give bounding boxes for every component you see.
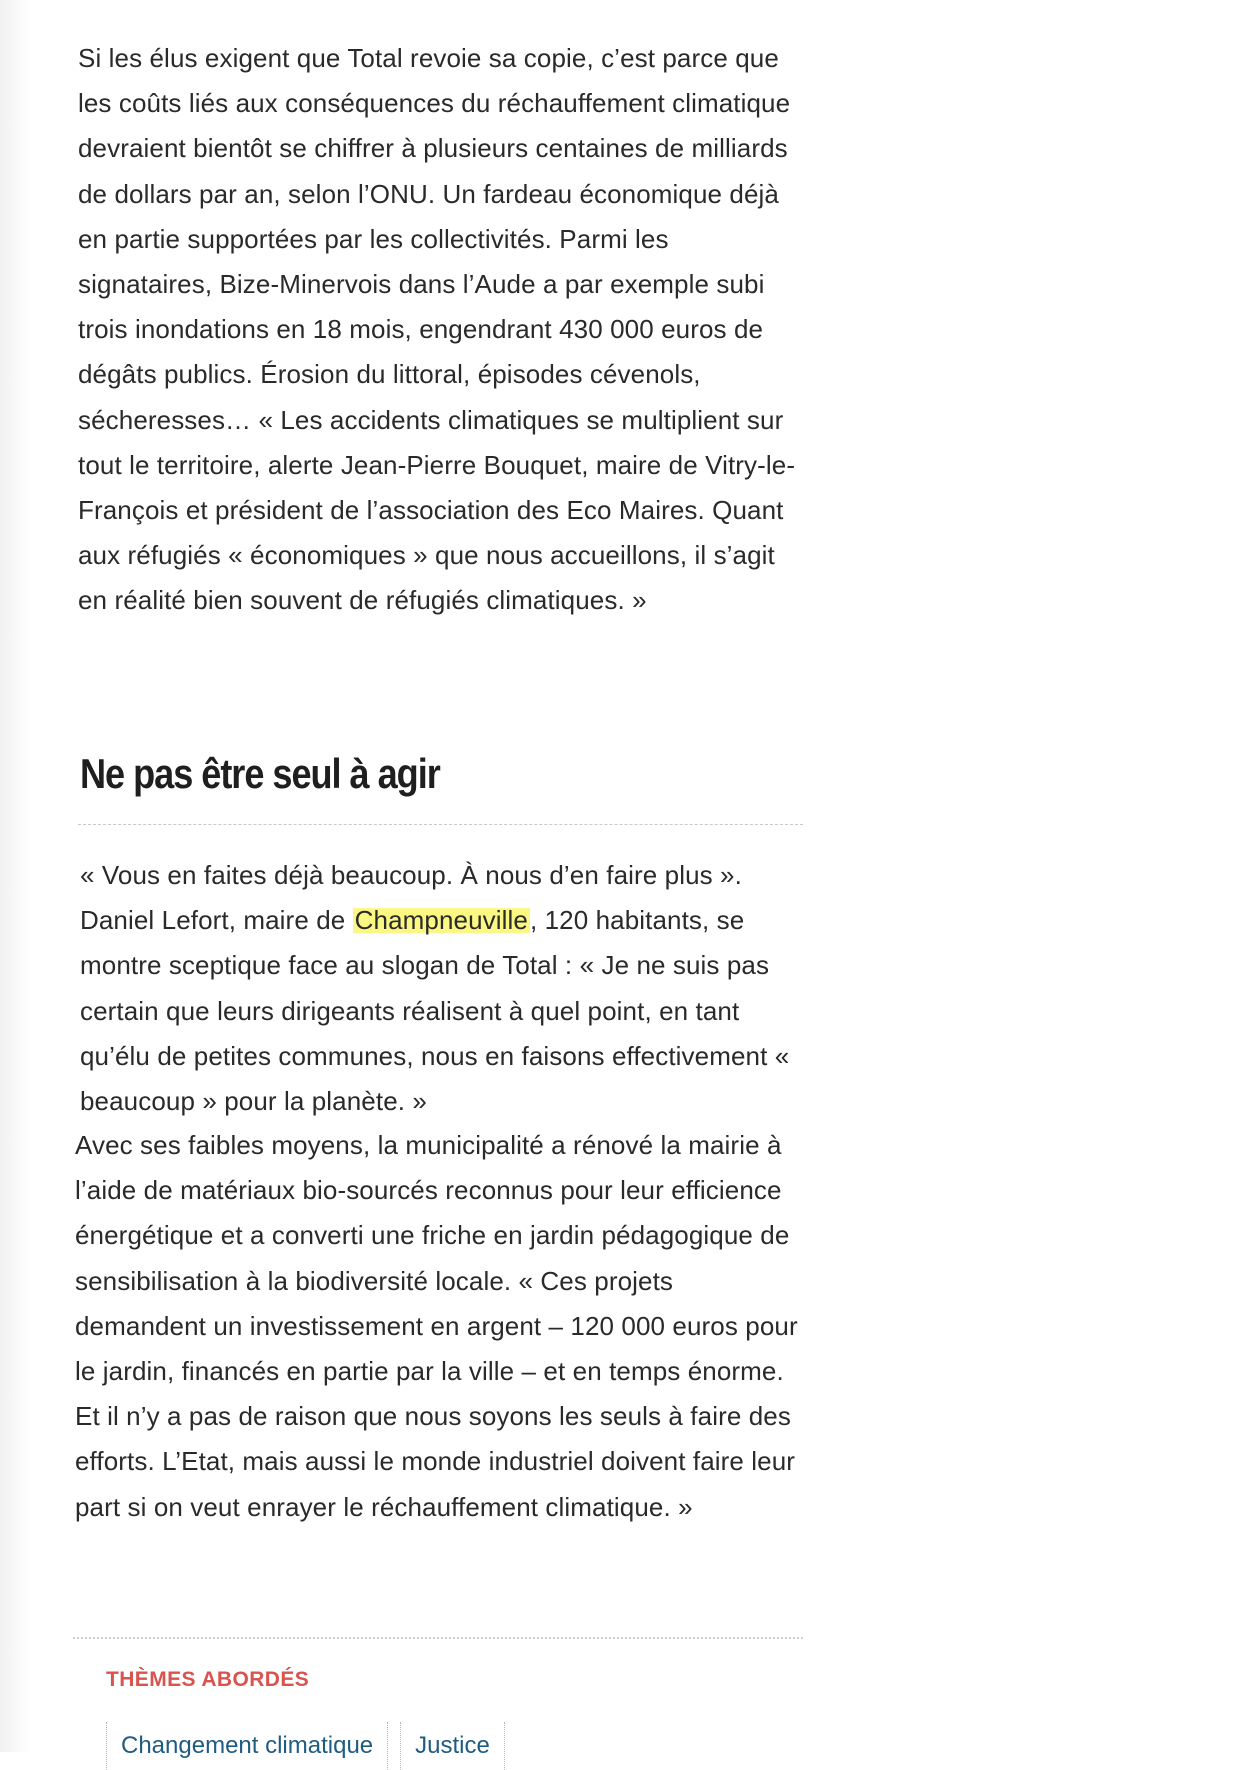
paragraph-3: Avec ses faibles moyens, la municipalité a rénové la mairie à l’aide de matériaux bio-sourcés reconnus pour leur efficience énergétique et a converti une friche en jardin pédagogique de sensibilisation à la biodiversité locale. « Ces projets demandent un investissement en argent – 120 000 euros pour le jardin, financés en partie par la ville – et en temps énorme. Et il n’y a pas de raison que nous soyons les seuls à faire des efforts. L’Etat, mais aussi le monde industriel doivent faire leur part si on veut enrayer le réchauffement climatique. » [75,1130,798,1522]
themes-title: THÈMES ABORDÉS [106,1668,310,1691]
themes-tag-list [106,1722,517,1770]
tag-justice[interactable]: Justice [400,1722,505,1770]
themes-divider [73,1637,803,1639]
section-divider [78,824,803,825]
paragraph-2 [80,853,810,1124]
tag-changement-climatique[interactable]: Changement climatique [106,1722,388,1770]
paragraph-2-end: , 120 habitants, se montre sceptique face au slogan de Total : « Je ne suis pas certain que leurs dirigeants réalisent à quel point, en tant qu’élu de petites communes, nous en faisons effectivement « beaucoup » pour la planète. » [80,905,790,1117]
section-heading: Ne pas être seul à agir [80,750,440,797]
highlighted-town-name: Champneuville [354,905,528,936]
paragraph-2-start: « Vous en faites déjà beaucoup. À nous d’en faire plus ». Daniel Lefort, maire de [80,860,742,936]
paragraph-1: Si les élus exigent que Total revoie sa copie, c’est parce que les coûts liés aux conséquences du réchauffement climatique devraient bientôt se chiffrer à plusieurs centaines de milliards de dollars par an, selon l’ONU. Un fardeau économique déjà en partie supportées par les collectivités. Parmi les signataires, Bize-Minervois dans l’Aude a par exemple subi trois inondations en 18 mois, engendrant 430 000 euros de dégâts publics. Érosion du littoral, épisodes cévenols, sécheresses… « Les accidents climatiques se multiplient sur tout le territoire, alerte Jean-Pierre Bouquet, maire de Vitry-le-François et président de l’association des Eco Maires. Quant aux réfugiés « économiques » que nous accueillons, il s’agit en réalité bien souvent de réfugiés climatiques. » [78,43,796,616]
scan-edge-shadow [0,0,30,1752]
